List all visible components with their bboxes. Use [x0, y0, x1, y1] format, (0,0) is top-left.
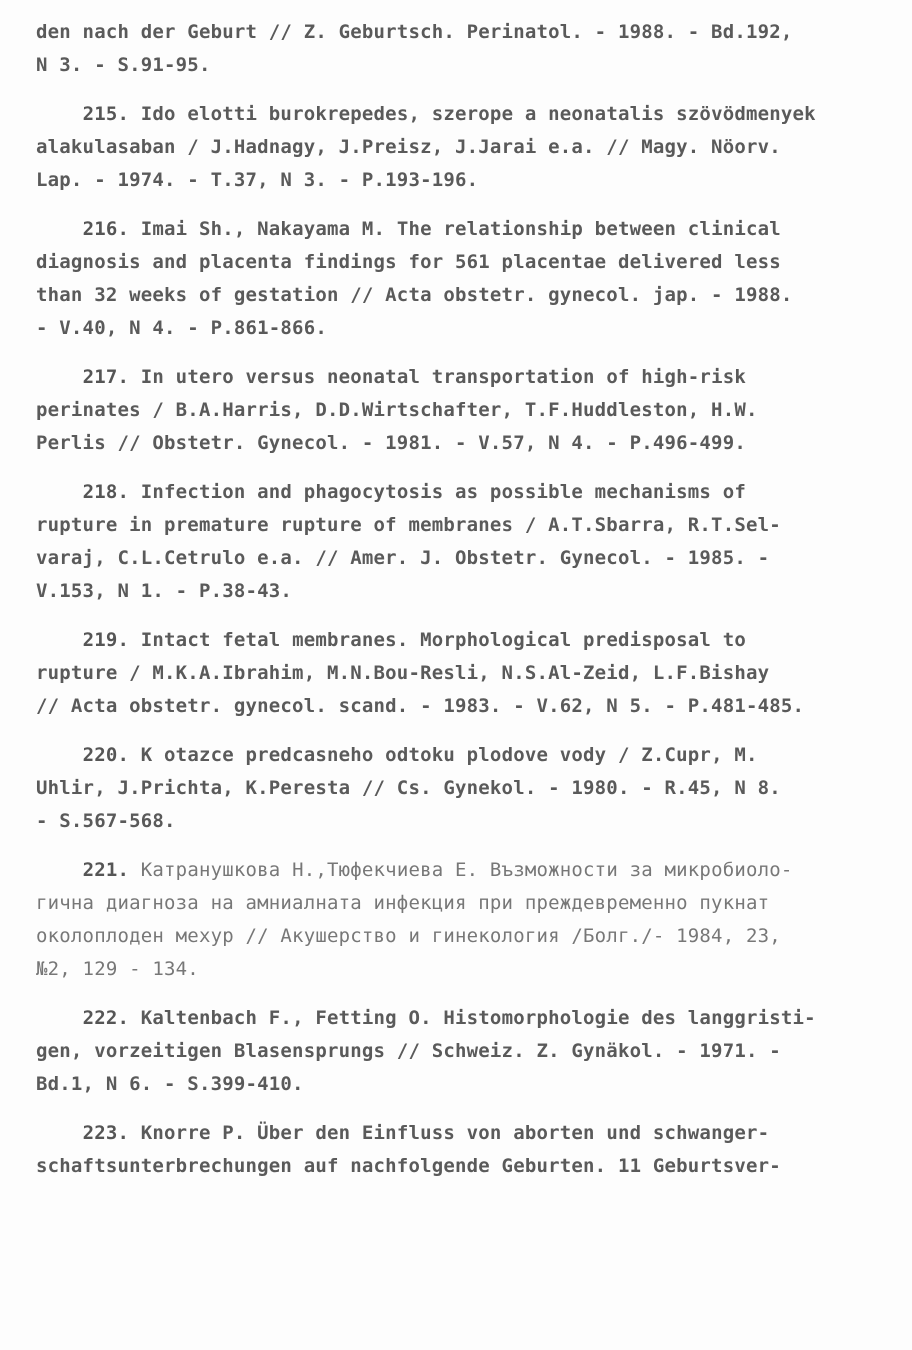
reference-entry-223 — [36, 1117, 876, 1183]
continuation-entry — [36, 16, 876, 82]
text-line: alakulasaban / J.Hadnagy, J.Preisz, J.Jarai e.a. // Magy. Nöorv. — [36, 136, 781, 158]
text-line: Uhlir, J.Prichta, K.Peresta // Cs. Gynekol. - 1980. - R.45, N 8. — [36, 777, 781, 799]
reference-entry-221 — [36, 854, 876, 986]
text-line: Perlis // Obstetr. Gynecol. - 1981. - V.57, N 4. - P.496-499. — [36, 432, 746, 454]
text-line: околоплоден мехур // Акушерство и гинекология /Болг./- 1984, 23, — [36, 925, 781, 947]
text-line: 218. Infection and phagocytosis as possible mechanisms of — [82, 481, 746, 503]
reference-number: 220. — [82, 744, 130, 766]
text-line: schaftsunterbrechungen auf nachfolgende Geburten. 11 Geburtsver- — [36, 1155, 781, 1177]
bibliography-text — [36, 16, 876, 1199]
text-line: 220. K otazce predcasneho odtoku plodove vody / Z.Cupr, M. — [82, 744, 758, 766]
reference-entry-216 — [36, 213, 876, 345]
text-line: 216. Imai Sh., Nakayama M. The relationship between clinical — [82, 218, 781, 240]
text-line: den nach der Geburt // Z. Geburtsch. Perinatol. - 1988. - Bd.192, — [36, 21, 793, 43]
text-line: 217. In utero versus neonatal transportation of high-risk — [82, 366, 746, 388]
text-line: - S.567-568. — [36, 810, 176, 832]
reference-entry-220 — [36, 739, 876, 838]
reference-number: 217. — [82, 366, 130, 388]
text-line: №2, 129 - 134. — [36, 958, 199, 980]
text-line: V.153, N 1. - P.38-43. — [36, 580, 293, 602]
text-line: N 3. - S.91-95. — [36, 54, 211, 76]
text-line: 215. Ido elotti burokrepedes, szerope a neonatalis szövödmenyek — [82, 103, 816, 125]
reference-number: 218. — [82, 481, 130, 503]
text-line: гична диагноза на амниалната инфекция при преждевременно пукнат — [36, 892, 770, 914]
text-line: rupture in premature rupture of membranes / A.T.Sbarra, R.T.Sel- — [36, 514, 781, 536]
text-line: rupture / M.K.A.Ibrahim, M.N.Bou-Resli, N.S.Al-Zeid, L.F.Bishay — [36, 662, 770, 684]
text-line: Lap. - 1974. - T.37, N 3. - P.193-196. — [36, 169, 479, 191]
reference-number: 223. — [82, 1122, 130, 1144]
text-line: perinates / B.A.Harris, D.D.Wirtschafter, T.F.Huddleston, H.W. — [36, 399, 758, 421]
text-line: than 32 weeks of gestation // Acta obstetr. gynecol. jap. - 1988. — [36, 284, 793, 306]
text-line: 222. Kaltenbach F., Fetting O. Histomorphologie des langgristi- — [82, 1007, 816, 1029]
text-line: Bd.1, N 6. - S.399-410. — [36, 1073, 304, 1095]
text-line: gen, vorzeitigen Blasensprungs // Schweiz. Z. Gynäkol. - 1971. - — [36, 1040, 781, 1062]
reference-entry-218 — [36, 476, 876, 608]
text-line: 221. Катранушкова Н.,Тюфекчиева Е. Възможности за микробиоло- — [82, 859, 793, 881]
reference-number: 222. — [82, 1007, 130, 1029]
reference-entry-215 — [36, 98, 876, 197]
text-line: varaj, C.L.Cetrulo e.a. // Amer. J. Obstetr. Gynecol. - 1985. - — [36, 547, 770, 569]
reference-number: 219. — [82, 629, 130, 651]
reference-entry-217 — [36, 361, 876, 460]
reference-number: 216. — [82, 218, 130, 240]
reference-number: 221. — [82, 859, 130, 881]
reference-entry-222 — [36, 1002, 876, 1101]
text-line: 219. Intact fetal membranes. Morphological predisposal to — [82, 629, 746, 651]
text-line: diagnosis and placenta findings for 561 placentae delivered less — [36, 251, 781, 273]
text-line: - V.40, N 4. - P.861-866. — [36, 317, 327, 339]
reference-number: 215. — [82, 103, 130, 125]
reference-entry-219 — [36, 624, 876, 723]
text-line: 223. Knorre P. Über den Einfluss von aborten und schwanger- — [82, 1122, 770, 1144]
text-line: // Acta obstetr. gynecol. scand. - 1983. - V.62, N 5. - P.481-485. — [36, 695, 805, 717]
